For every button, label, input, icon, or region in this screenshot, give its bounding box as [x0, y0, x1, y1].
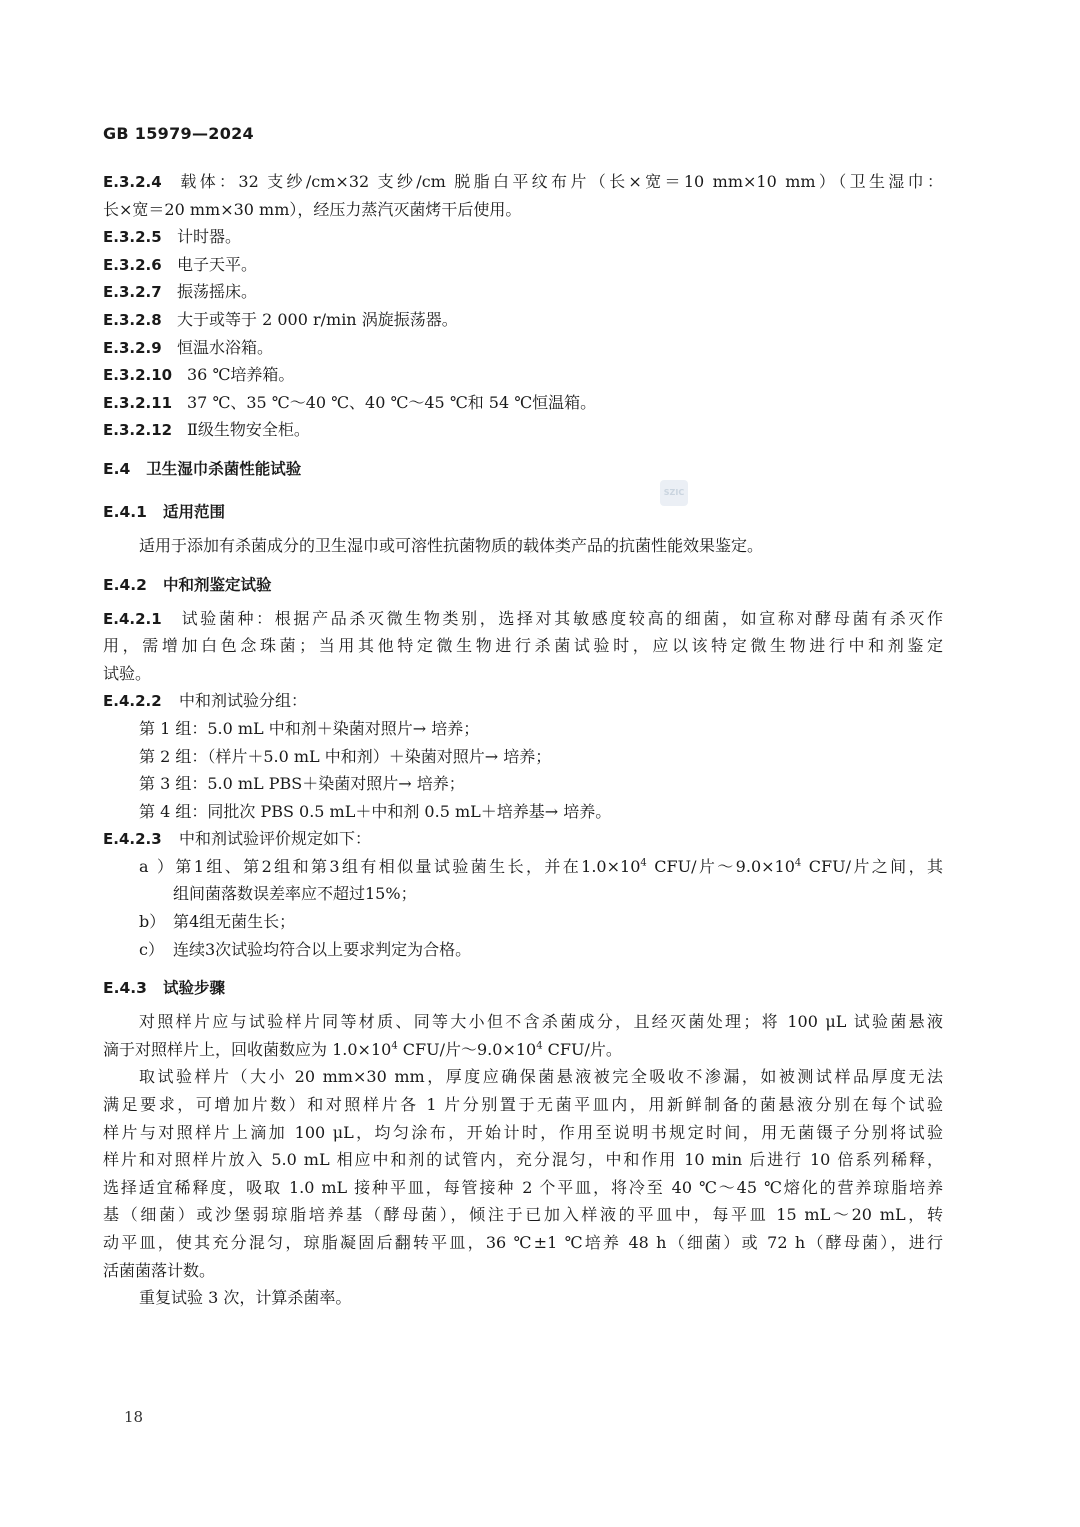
- item-text: 中和剂试验评价规定如下：: [179, 829, 372, 849]
- item-e3-2-11: [103, 389, 943, 417]
- item-e4-2-1: [103, 605, 943, 633]
- item-text: 36 ℃培养箱。: [187, 365, 295, 385]
- section-number: E.4.1: [103, 502, 147, 521]
- paragraph-line: 基（细菌）或沙堡弱琼脂培养基（酵母菌），倾注于已加入样液的平皿中，每平皿 15 mL～20 mL，转: [103, 1205, 943, 1225]
- section-e4-2-heading: [103, 568, 943, 603]
- item-number: E.3.2.7: [103, 283, 162, 302]
- item-number: E.3.2.6: [103, 255, 162, 274]
- item-number: E.3.2.4: [103, 173, 162, 191]
- item-text: 振荡摇床。: [177, 282, 258, 302]
- item-text: 恒温水浴箱。: [177, 337, 274, 357]
- paragraph-line: 活菌菌落计数。: [103, 1260, 216, 1280]
- item-text: 大于或等于 2 000 r/min 涡旋振荡器。: [177, 309, 458, 329]
- item-number: E.3.2.8: [103, 310, 162, 329]
- paragraph-line: [103, 1036, 943, 1064]
- page-number: 18: [124, 1408, 144, 1426]
- section-number: E.4: [103, 459, 131, 478]
- item-text: 载体：32 支纱/cm×32 支纱/cm 脱脂白平纹布片（长×宽＝10 mm×10 mm）（卫生湿巾：: [177, 172, 943, 191]
- list-item-a: [103, 853, 943, 881]
- item-e3-2-10: [103, 361, 943, 389]
- superscript: 4: [640, 857, 647, 869]
- item-e4-2-3: [103, 825, 943, 853]
- section-title: 试验步骤: [162, 979, 225, 998]
- section-number: E.4.2: [103, 575, 147, 594]
- list-text: 第4组无菌生长；: [173, 912, 296, 932]
- superscript: 4: [794, 857, 802, 869]
- item-text: 37 ℃、35 ℃～40 ℃、40 ℃～45 ℃和 54 ℃恒温箱。: [187, 392, 597, 412]
- document-content: [103, 168, 943, 1312]
- group-item: 第 4 组：同批次 PBS 0.5 mL＋中和剂 0.5 mL＋培养基→ 培养。: [139, 801, 612, 821]
- list-text: 连续3次试验均符合以上要求判定为合格。: [173, 939, 472, 959]
- item-number: E.4.2.2: [103, 692, 162, 711]
- item-number: E.3.2.11: [103, 393, 173, 412]
- item-e4-2-1-cont: 试验。: [103, 663, 152, 683]
- section-e4-heading: [103, 452, 943, 487]
- item-text: 计时器。: [177, 227, 242, 247]
- paragraph-line: 重复试验 3 次，计算杀菌率。: [139, 1288, 352, 1308]
- section-e4-1-body: 适用于添加有杀菌成分的卫生湿巾或可溶性抗菌物质的载体类产品的抗菌性能效果鉴定。: [139, 535, 764, 555]
- list-label: b）: [139, 912, 166, 932]
- item-number: E.3.2.5: [103, 228, 162, 247]
- list-text: 第1组、第2组和第3组有相似量试验菌生长，并在1.0×10: [173, 856, 641, 876]
- item-e3-2-8: [103, 306, 943, 334]
- item-e3-2-7: [103, 278, 943, 306]
- paragraph-text: CFU/片。: [542, 1039, 622, 1059]
- section-title: 中和剂鉴定试验: [162, 575, 272, 594]
- item-e3-2-12: [103, 416, 943, 444]
- paragraph-text: 滴于对照样片上，回收菌数应为 1.0×10: [103, 1039, 392, 1059]
- paragraph-line: 选择适宜稀释度，吸取 1.0 mL 接种平皿，每管接种 2 个平皿，将冷至 40 ℃～45 ℃熔化的营养琼脂培养: [103, 1177, 943, 1197]
- paragraph-line: 样片与对照样片上滴加 100 μL，均匀涂布，开始计时，作用至说明书规定时间，用无菌镊子分别将试验: [103, 1122, 943, 1142]
- list-label: a）: [139, 856, 173, 876]
- standard-header: GB 15979—2024: [103, 124, 254, 143]
- group-item: 第 1 组：5.0 mL 中和剂＋染菌对照片→ 培养；: [139, 718, 480, 738]
- paragraph-line: 取试验样片（大小 20 mm×30 mm，厚度应确保菌悬液被完全吸收不渗漏，如被测试样品厚度无法: [139, 1067, 943, 1087]
- list-text: CFU/片之间，其: [801, 856, 943, 876]
- item-text: 电子天平。: [177, 254, 258, 274]
- section-e4-1-heading: [103, 495, 943, 530]
- group-item: 第 3 组：5.0 mL PBS＋染菌对照片→ 培养；: [139, 774, 465, 794]
- list-label: c）: [139, 939, 164, 959]
- item-e4-2-1-cont: 用，需增加白色念珠菌；当用其他特定微生物进行杀菌试验时，应以该特定微生物进行中和剂鉴定: [103, 636, 943, 656]
- item-text: Ⅱ级生物安全柜。: [187, 420, 310, 440]
- paragraph-line: 样片和对照样片放入 5.0 mL 相应中和剂的试管内，充分混匀，中和作用 10 min 后进行 10 倍系列稀释，: [103, 1150, 943, 1170]
- list-item-a-cont: 组间菌落数误差率应不超过15%；: [173, 884, 417, 904]
- item-e3-2-5: [103, 223, 943, 251]
- section-title: 卫生湿巾杀菌性能试验: [146, 459, 302, 478]
- superscript: 4: [391, 1040, 398, 1052]
- watermark-logo-icon: SZIC: [660, 480, 688, 506]
- section-number: E.4.3: [103, 979, 147, 998]
- group-item: 第 2 组：（样片＋5.0 mL 中和剂）＋染菌对照片→ 培养；: [139, 746, 552, 766]
- paragraph-line: 对照样片应与试验样片同等材质、同等大小但不含杀菌成分，且经灭菌处理；将 100 μL 试验菌悬液: [139, 1012, 943, 1032]
- list-text: CFU/片～9.0×10: [646, 856, 795, 876]
- item-number: E.3.2.10: [103, 366, 173, 385]
- item-number: E.4.2.3: [103, 830, 162, 849]
- item-e3-2-4-cont: 长×宽＝20 mm×30 mm），经压力蒸汽灭菌烤干后使用。: [103, 199, 522, 219]
- section-e4-3-heading: [103, 971, 943, 1006]
- item-e3-2-6: [103, 251, 943, 279]
- list-item-b: [103, 908, 943, 936]
- paragraph-text: CFU/片～9.0×10: [397, 1039, 537, 1059]
- item-e4-2-2: [103, 687, 943, 715]
- paragraph-line: 动平皿，使其充分混匀，琼脂凝固后翻转平皿，36 ℃±1 ℃培养 48 h（细菌）或 72 h（酵母菌），进行: [103, 1233, 943, 1252]
- list-item-c: [103, 936, 943, 964]
- superscript: 4: [536, 1040, 543, 1052]
- item-e3-2-9: [103, 334, 943, 362]
- item-number: E.3.2.9: [103, 338, 162, 357]
- item-text: 中和剂试验分组：: [179, 691, 308, 711]
- item-number: E.3.2.12: [103, 421, 173, 440]
- item-number: E.4.2.1: [103, 609, 162, 628]
- item-text: 试验菌种：根据产品杀灭微生物类别，选择对其敏感度较高的细菌，如宣称对酵母菌有杀灭作: [179, 608, 943, 628]
- paragraph-line: 满足要求，可增加片数）和对照样片各 1 片分别置于无菌平皿内，用新鲜制备的菌悬液分别在每个试验: [103, 1095, 943, 1115]
- item-e3-2-4: [103, 168, 943, 196]
- section-title: 适用范围: [162, 502, 225, 521]
